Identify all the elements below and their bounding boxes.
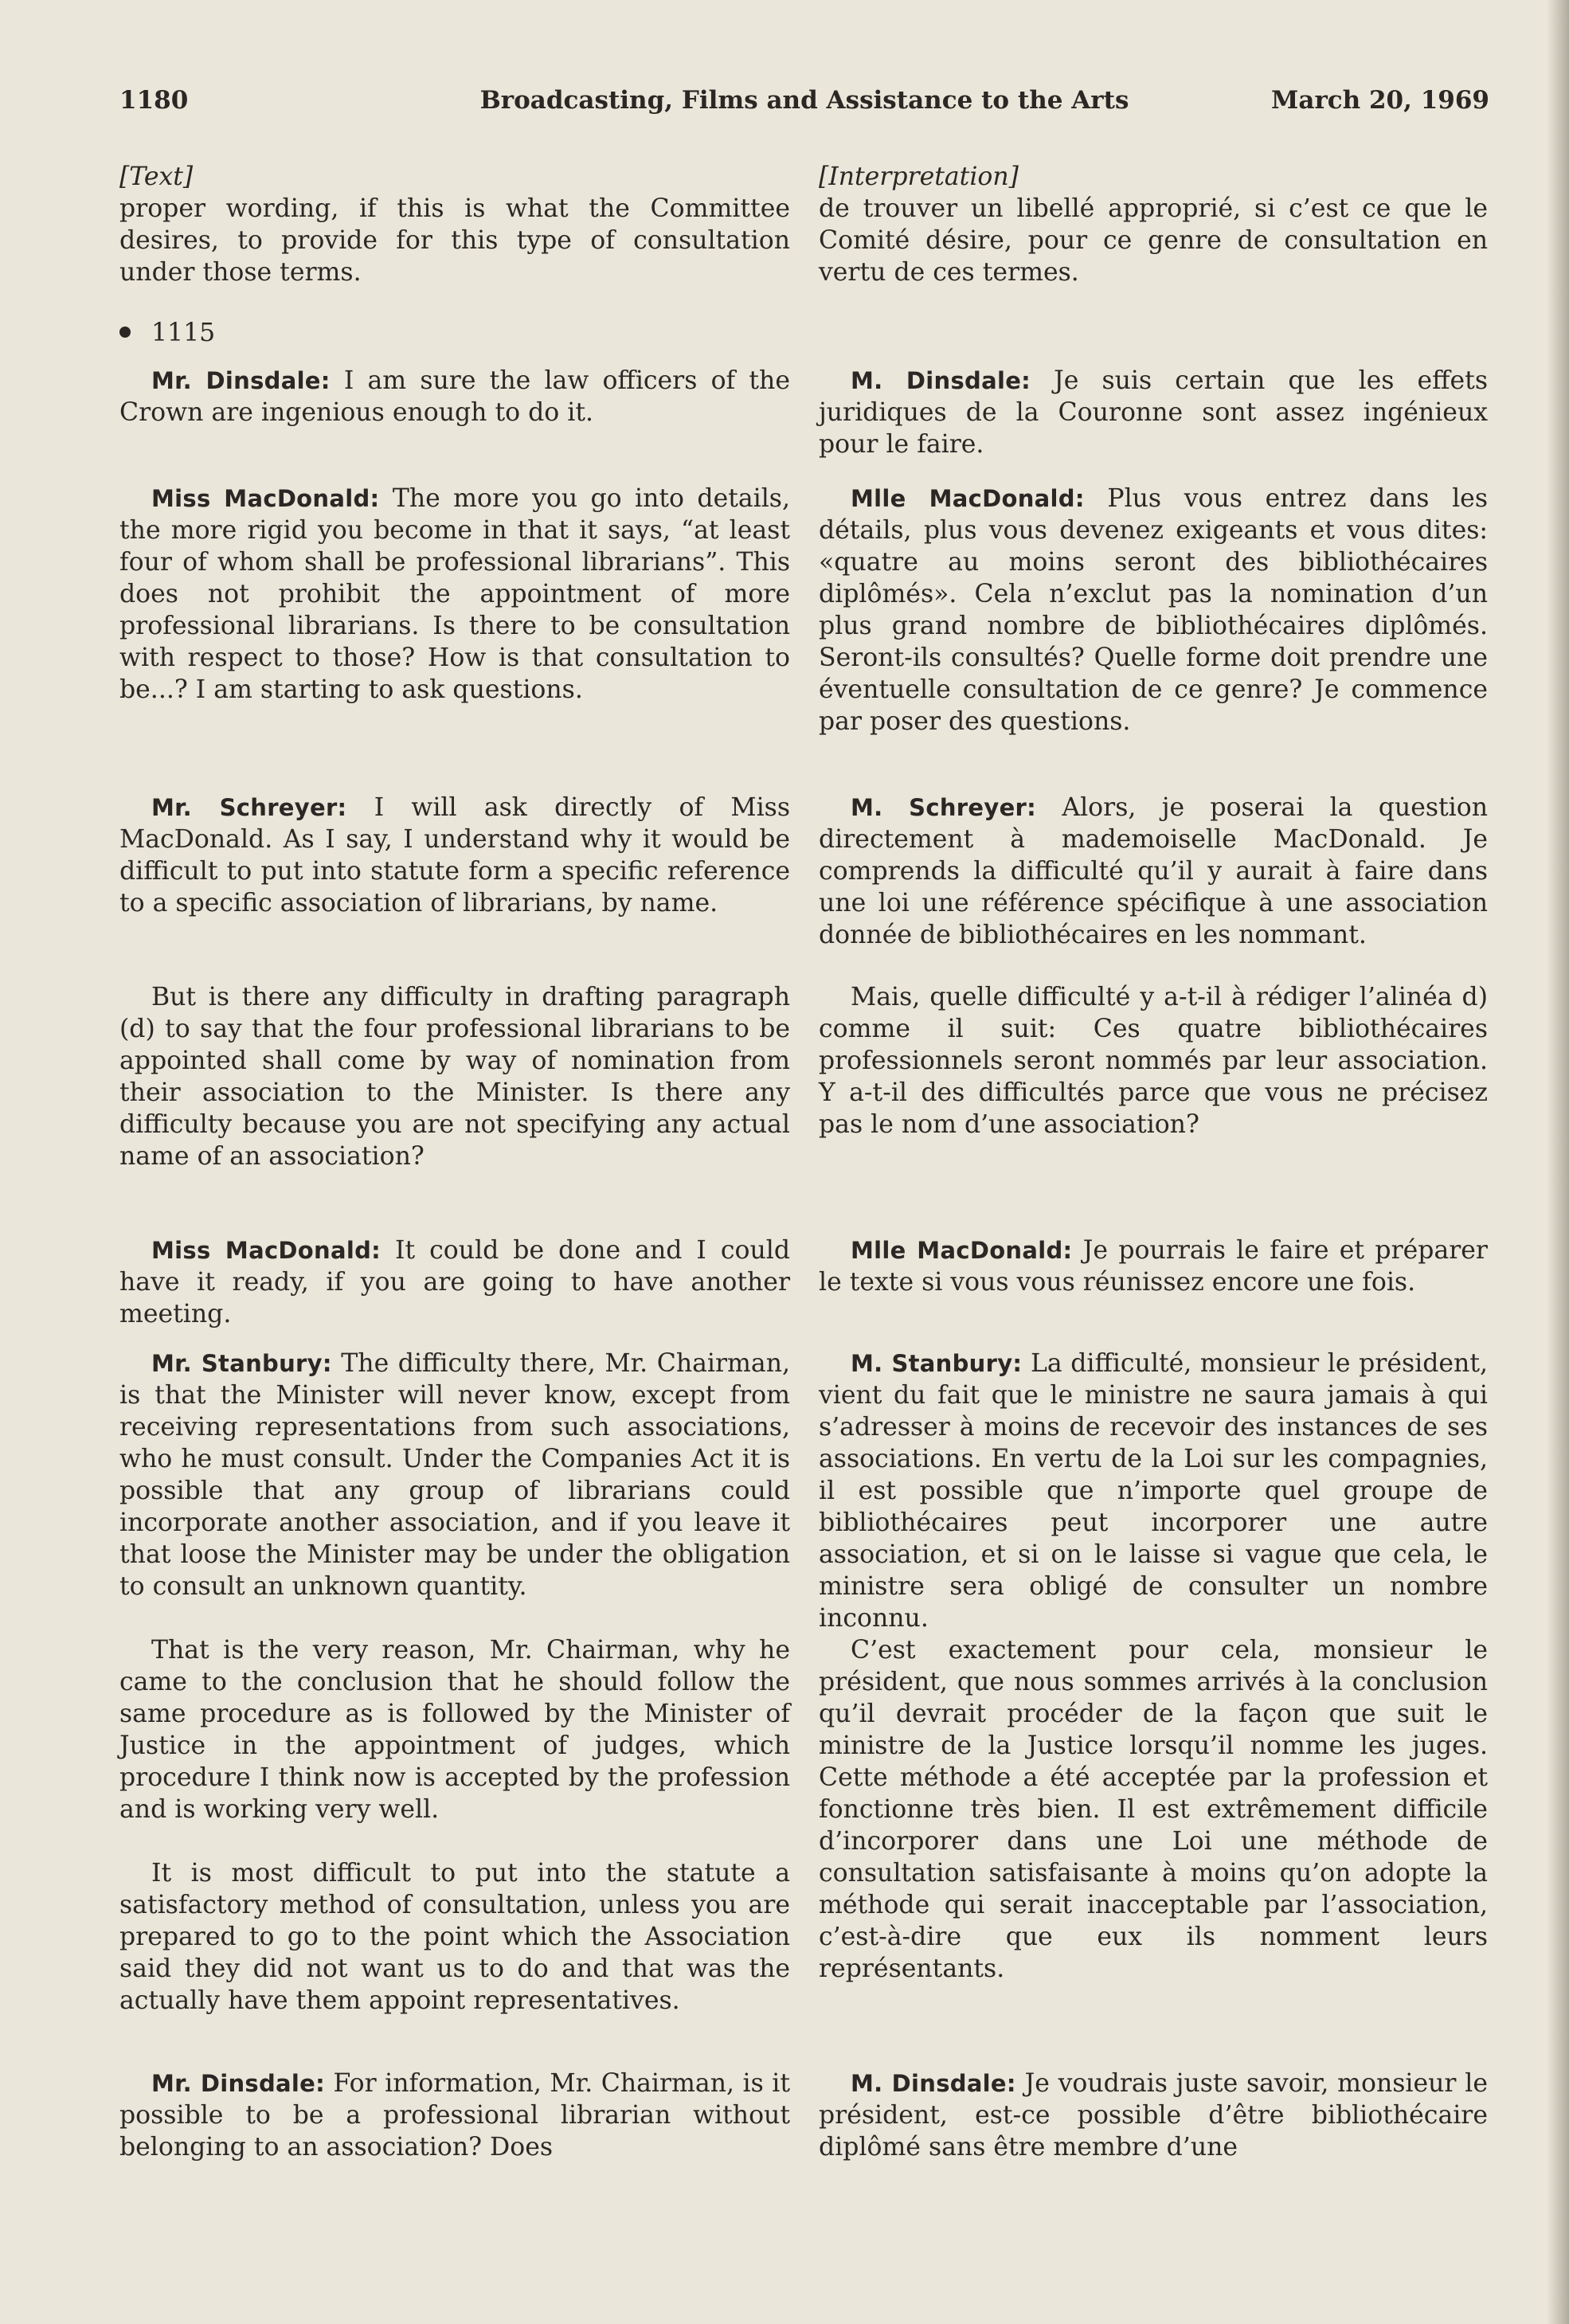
- speaker-name: Mr. Stanbury:: [151, 1350, 332, 1377]
- speech-text: For information, Mr. Chairman, is it possible to be a professional librarian without belonging to an association? Does: [119, 2069, 790, 2162]
- speech-dinsdale: [119, 365, 790, 428]
- speech-stanbury-continued: C’est exactement pour cela, monsieur le président, que nous sommes arrivés à la conclusion qu’il devrait procéder de la façon que suit le ministre de la Justice lorsqu’il nomme les juges. Cette méthode a été acceptée par la profession et fonctionne très bien. Il est extrêmement difficile d’incorporer dans une Loi une méthode de consultation satisfaisante à moins qu’on adopte la méthode qui serait inacceptable par l’association, c’est-à-dire que eux ils nomment leurs représentants.: [819, 1636, 1488, 1983]
- speech-stanbury-continued: That is the very reason, Mr. Chairman, why he came to the conclusion that he should follow the same procedure as is followed by the Minister of Justice in the appointment of judges, which procedure I think now is accepted by the profession and is working very well.: [119, 1636, 790, 1824]
- speech-dinsdale-2: [819, 2068, 1488, 2163]
- speech-dinsdale-2: [119, 2068, 790, 2163]
- speaker-name: M. Schreyer:: [851, 794, 1037, 821]
- language-label-interpretation: [Interpretation]: [819, 162, 1019, 191]
- language-label-text: [Text]: [119, 162, 194, 191]
- running-title: Broadcasting, Films and Assistance to the Arts: [479, 86, 1129, 115]
- speech-stanbury-continued-2: It is most difficult to put into the statute a satisfactory method of consultation, unless you are prepared to go to the point which the Association said they did not want us to do and that was the actually have them appoint representatives.: [119, 1859, 790, 2015]
- speech-macdonald-2: [119, 1234, 790, 1330]
- speech-text: The more you go into details, the more rigid you become in that it says, “at least four of whom shall be professional librarians”. This does not prohibit the appointment of more professional librarians. Is there to be consultation with respect to those? How is that consultation to be...? I am starting to ask questions.: [119, 484, 790, 704]
- speech-schreyer-continued: Mais, quelle difficulté y a-t-il à rédiger l’alinéa d) comme il suit: Ces quatre bibliothécaires professionnels seront nommés par leur association. Y a-t-il des difficultés parce que vous ne précisez pas le nom d’une association?: [819, 983, 1488, 1139]
- speaker-name: M. Dinsdale:: [851, 2070, 1016, 2097]
- speech-text: I am sure the law officers of the Crown are ingenious enough to do it.: [119, 366, 790, 427]
- speech-text: Alors, je poserai la question directement à mademoiselle MacDonald. Je comprends la difficulté qu’il y aurait à faire dans une loi une référence spécifique à une association donnée de bibliothécaires en les nommant.: [819, 793, 1488, 949]
- speech-text: La difficulté, monsieur le président, vient du fait que le ministre ne saura jamais à qui s’adresser à moins de recevoir des instances de ses associations. En vertu de la Loi sur les compagnies, il est possible que n’importe quel groupe de bibliothécaires peut incorporer une autre association, et si on le laisse si vague que cela, le ministre sera obligé de consulter un nombre inconnu.: [819, 1349, 1488, 1633]
- paragraph-continuation: proper wording, if this is what the Committee desires, to provide for this type of consultation under those terms.: [119, 194, 790, 287]
- english-column: [119, 153, 790, 2303]
- speech-text: Je suis certain que les effets juridiques de la Couronne sont assez ingénieux pour le faire.: [819, 366, 1488, 459]
- speaker-name: Miss MacDonald:: [151, 485, 380, 512]
- speech-text: Je voudrais juste savoir, monsieur le président, est-ce possible d’être bibliothécaire diplômé sans être membre d’une: [819, 2069, 1488, 2162]
- page-date: March 20, 1969: [1271, 86, 1489, 115]
- speech-macdonald-2: [819, 1234, 1488, 1298]
- page-edge-shadow: [1547, 0, 1569, 2324]
- speech-schreyer-continued: But is there any difficulty in drafting paragraph (d) to say that the four professional librarians to be appointed shall come by way of nomination from their association to the Minister. Is there any difficulty because you are not specifying any actual name of an association?: [119, 983, 790, 1171]
- speaker-name: Mr. Schreyer:: [151, 794, 347, 821]
- speech-dinsdale: [819, 365, 1488, 460]
- paragraph-continuation: de trouver un libellé approprié, si c’est ce que le Comité désire, pour ce genre de consultation en vertu de ces termes.: [819, 194, 1488, 287]
- speech-macdonald: [119, 483, 790, 706]
- speaker-name: M. Dinsdale:: [851, 367, 1031, 394]
- page-header: [119, 86, 1489, 124]
- french-column: [819, 153, 1488, 2303]
- speech-stanbury: [819, 1348, 1488, 1634]
- speech-macdonald: [819, 483, 1488, 737]
- speech-text: I will ask directly of Miss MacDonald. As I say, I understand why it would be difficult to put into statute form a specific reference to a specific association of librarians, by name.: [119, 793, 791, 917]
- speaker-name: Mlle MacDonald:: [851, 1237, 1073, 1264]
- speaker-name: Mr. Dinsdale:: [151, 2070, 325, 2097]
- speaker-name: M. Stanbury:: [851, 1350, 1023, 1377]
- speech-schreyer: [819, 792, 1488, 951]
- page-number: 1180: [119, 86, 189, 115]
- speech-schreyer: [119, 792, 790, 919]
- speaker-name: Mlle MacDonald:: [851, 485, 1085, 512]
- bullet-icon: [119, 327, 131, 338]
- speech-stanbury: [119, 1348, 790, 1602]
- speech-text: Plus vous entrez dans les détails, plus vous devenez exigeants et vous dites: «quatre au moins seront des bibliothécaires diplômés». Cela n’exclut pas la nomination d’un plus grand nombre de bibliothécaires diplômés. Seront-ils consultés? Quelle forme doit prendre une éventuelle consultation de ce genre? Je commence par poser des questions.: [819, 484, 1488, 736]
- time-marker: [119, 317, 790, 349]
- speaker-name: Mr. Dinsdale:: [151, 367, 331, 394]
- speech-text: The difficulty there, Mr. Chairman, is that the Minister will never know, except from receiving representations from such associations, who he must consult. Under the Companies Act it is possible that any group of librarians could incorporate another association, and if you leave it that loose the Minister may be under the obligation to consult an unknown quantity.: [119, 1349, 790, 1601]
- time-marker-value: 1115: [151, 319, 216, 347]
- speech-text: It could be done and I could have it ready, if you are going to have another meeting.: [119, 1236, 791, 1328]
- speaker-name: Miss MacDonald:: [151, 1237, 381, 1264]
- speech-text: Je pourrais le faire et préparer le texte si vous vous réunissez encore une fois.: [819, 1236, 1488, 1297]
